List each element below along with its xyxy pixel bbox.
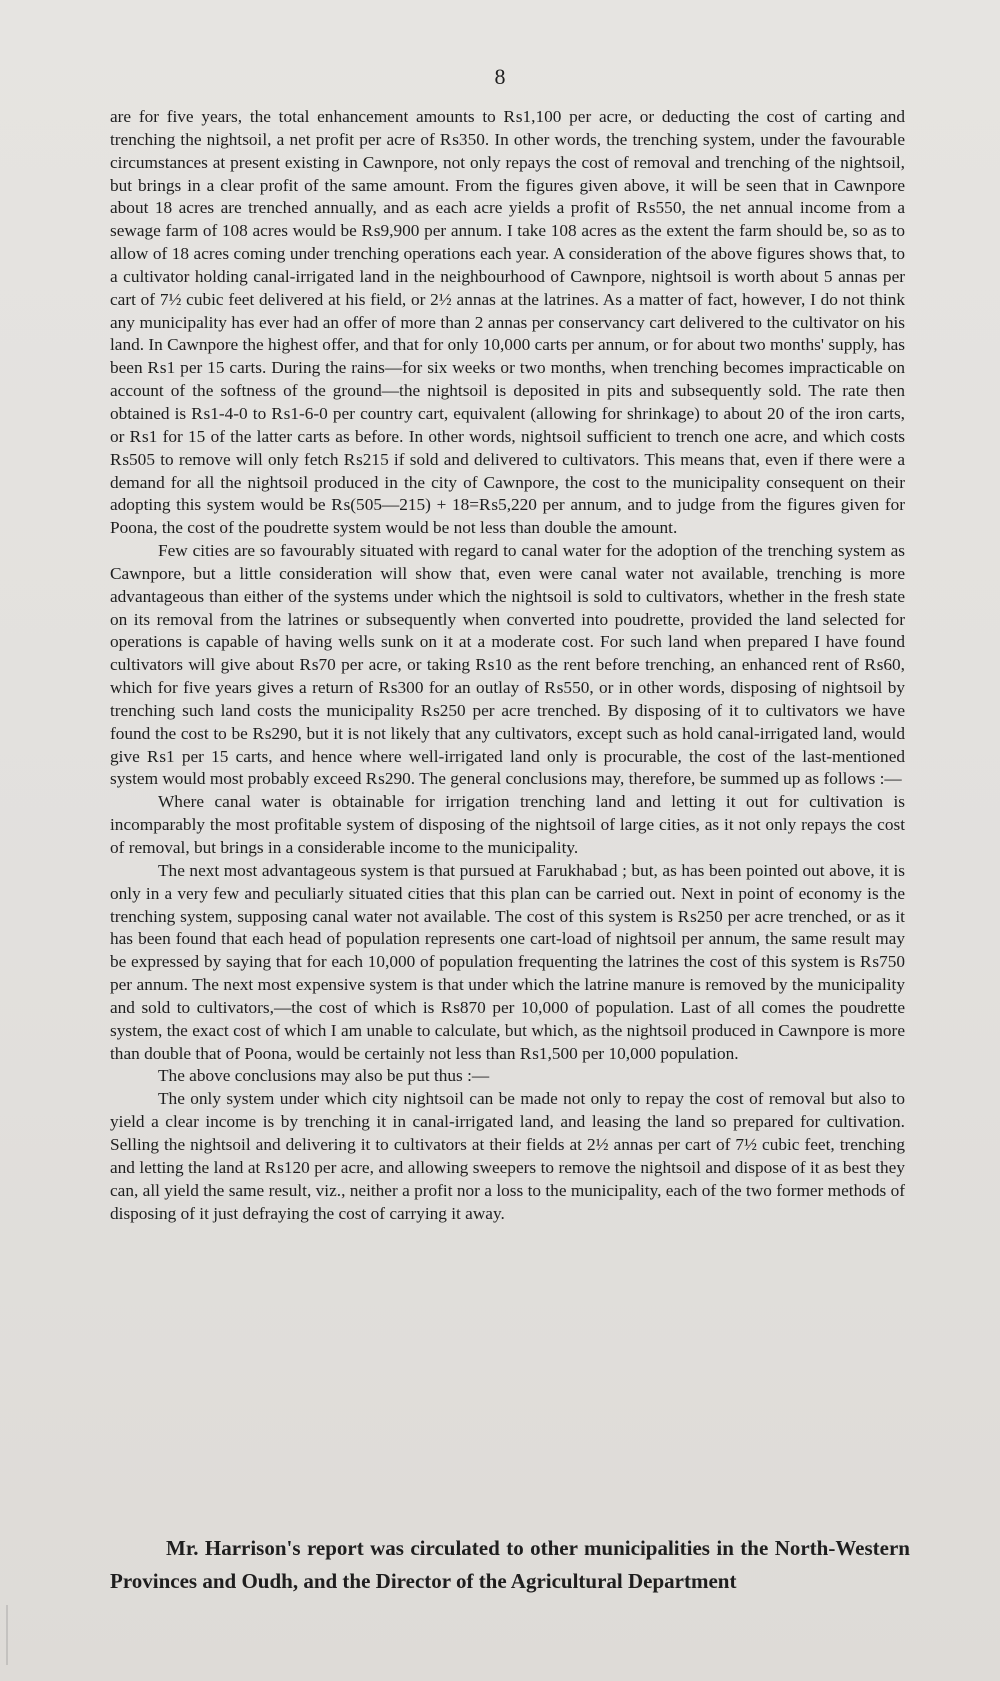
body-text [110,106,905,1225]
page-number: 8 [494,64,506,89]
paragraph-1: are for five years, the total enhancement amounts to ₨1,100 per acre, or deducting the cost of carting and trenching the nightsoil, a net profit per acre of ₨350. In other words, the trenching system, under the favourable circumstances at present existing in Cawnpore, not only repays the cost of removal and trenching of the nightsoil, but brings in a clear profit of the same amount. From the figures given above, it will be seen that in Cawnpore about 18 acres are trenched annually, and as each acre yields a profit of ₨550, the net annual income from a sewage farm of 108 acres would be ₨9,900 per annum. I take 108 acres as the extent the farm should be, so as to allow of 18 acres coming under trenching operations each year. A consideration of the above figures shows that, to a cultivator holding canal-irrigated land in the neighbourhood of Cawnpore, nightsoil is worth about 5 annas per cart of 7½ cubic feet delivered at his field, or 2½ annas at the latrines. As a matter of fact, however, I do not think any municipality has ever had an offer of more than 2 annas per conservancy cart delivered to the cultivator on his land. In Cawnpore the highest offer, and that for only 10,000 carts per annum, or for about two months' supply, has been ₨1 per 15 carts. During the rains—for six weeks or two months, when trenching becomes impracticable on account of the softness of the ground—the nightsoil is deposited in pits and subsequently sold. The rate then obtained is ₨1-4-0 to ₨1-6-0 per country cart, equivalent (allowing for shrinkage) to about 20 of the iron carts, or ₨1 for 15 of the latter carts as before. In other words, nightsoil sufficient to trench one acre, and which costs ₨505 to remove will only fetch ₨215 if sold and delivered to cultivators. This means that, even if there were a demand for all the nightsoil produced in the city of Cawnpore, the cost to the municipality consequent on their adopting this system would be ₨(505—215) + 18=₨5,220 per annum, and to judge from the figures given for Poona, the cost of the poudrette system would be not less than double the amount. [110,107,905,538]
paragraph-2: Few cities are so favourably situated with regard to canal water for the adoption of the trenching system as Cawnpore, but a little consideration will show that, even were canal water not available, trenching is more advantageous than either of the systems under which the nightsoil is sold to cultivators, whether in the fresh state on its removal from the latrines or subsequently when converted into poudrette, provided the land selected for operations is capable of having wells sunk on it at a moderate cost. For such land when prepared I have found cultivators will give about ₨70 per acre, or taking ₨10 as the rent before trenching, an enhanced rent of ₨60, which for five years gives a return of ₨300 for an outlay of ₨550, or in other words, disposing of nightsoil by trenching such land costs the municipality ₨250 per acre trenched. By disposing of it to cultivators we have found the cost to be ₨290, but it is not likely that any cultivators, except such as hold canal-irrigated land, would give ₨1 per 15 carts, and hence where well-irrigated land only is procurable, the cost of the last-mentioned system would most probably exceed ₨290. The general conclusions may, therefore, be summed up as follows :— [110,541,905,789]
paragraph-5: The above conclusions may also be put thus :— [158,1066,490,1086]
scan-mark [6,1605,8,1665]
paragraph-4: The next most advantageous system is that pursued at Farukhabad ; but, as has been pointed out above, it is only in a very few and peculiarly situated cities that this plan can be carried out. Next in point of economy is the trenching system, supposing canal water not available. The cost of this system is ₨250 per acre trenched, or as it has been found that each head of population represents one cart-load of nightsoil per annum, the same result may be expressed by saying that for each 10,000 of population frequenting the latrines the cost of this system is ₨750 per annum. The next most expensive system is that under which the latrine manure is removed by the municipality and sold to cultivators,—the cost of which is ₨870 per 10,000 of population. Last of all comes the poudrette system, the exact cost of which I am unable to calculate, but which, as the nightsoil produced in Cawnpore is more than double that of Poona, would be certainly not less than ₨1,500 per 10,000 population. [110,860,905,1063]
paragraph-6: The only system under which city nightsoil can be made not only to repay the cost of removal but also to yield a clear income is by trenching it in canal-irrigated land, and leasing the land so prepared for cultivation. Selling the nightsoil and delivering it to cultivators at their fields at 2½ annas per cart of 7½ cubic feet, trenching and letting the land at ₨120 per acre, and allowing sweepers to remove the nightsoil and dispose of it as best they can, all yield the same result, viz., neither a profit nor a loss to the municipality, each of the two former methods of disposing of it just defraying the cost of carrying it away. [110,1089,905,1223]
paragraph-3: Where canal water is obtainable for irrigation trenching land and letting it out for cultivation is incomparably the most profitable system of disposing of the nightsoil of large cities, as it not only repays the cost of removal, but brings in a considerable income to the municipality. [110,792,905,857]
closing-paragraph: Mr. Harrison's report was circulated to other municipalities in the North-Western Provinces and Oudh, and the Director of the Agricultural Department [110,1536,910,1593]
